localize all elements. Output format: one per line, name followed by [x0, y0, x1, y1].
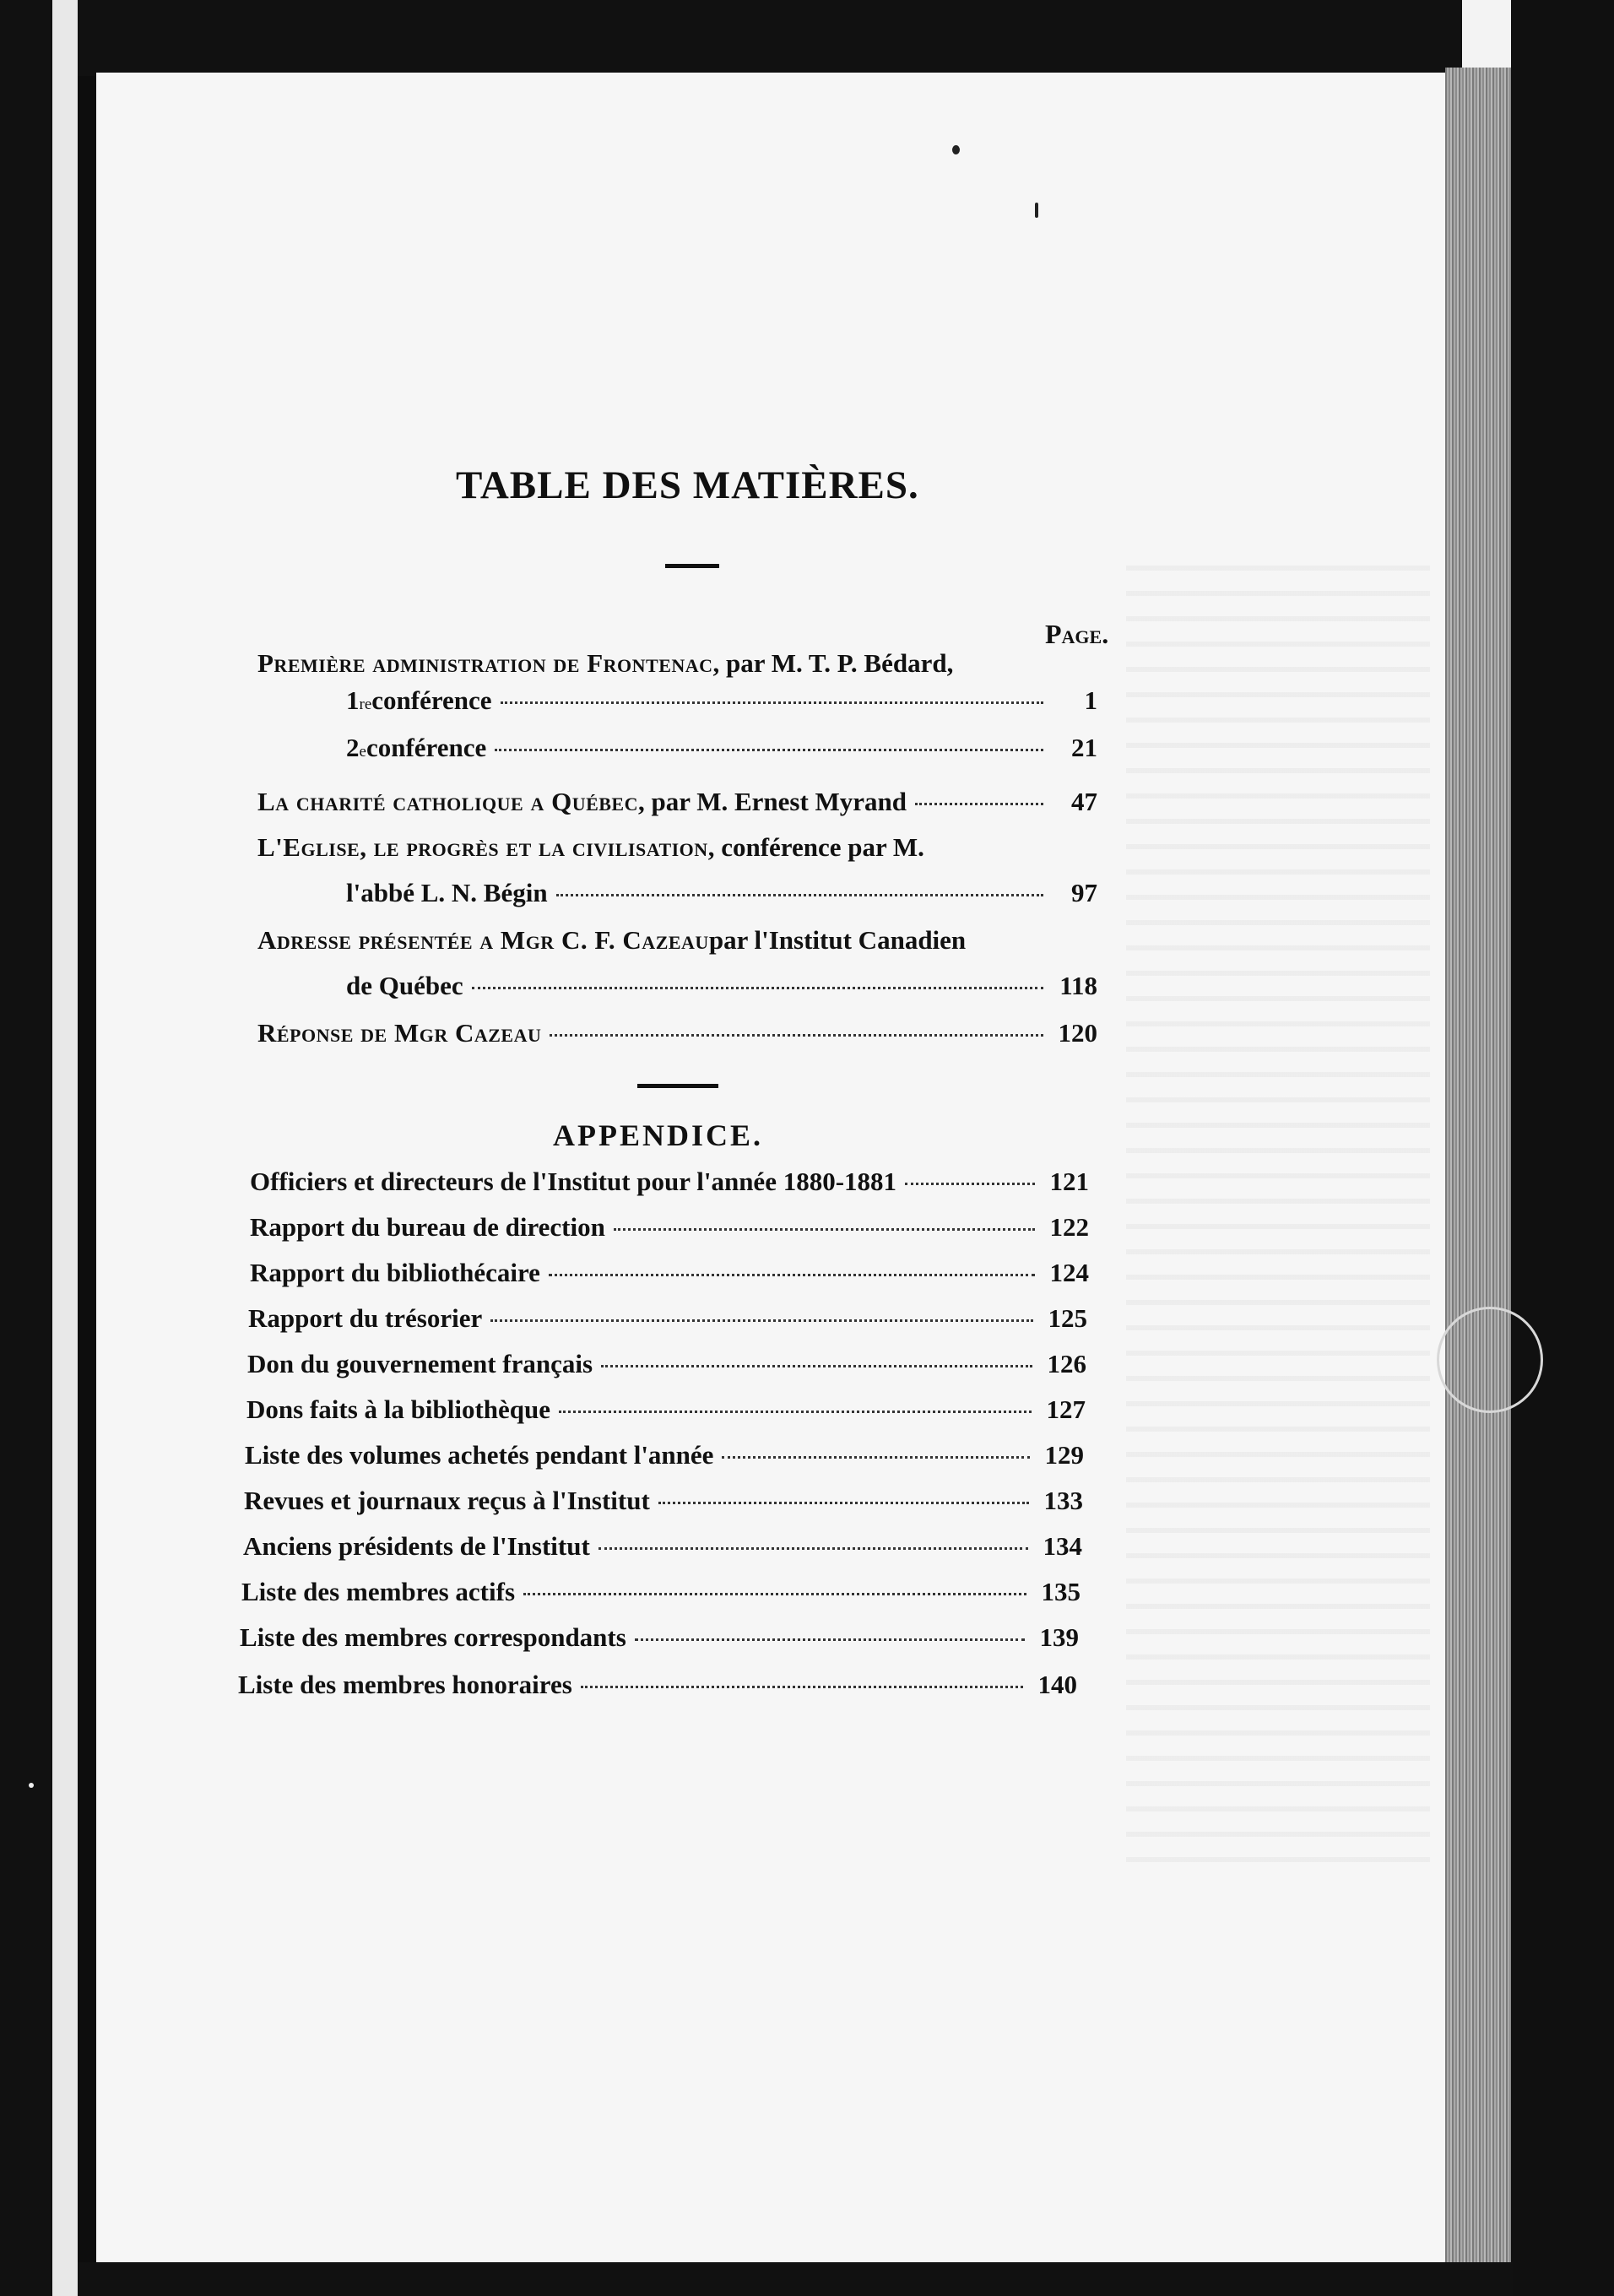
- book-page-edges: [1445, 68, 1511, 2275]
- ink-speck: [952, 145, 960, 154]
- ink-speck: [1035, 203, 1038, 218]
- appendix-item-title: Rapport du bibliothécaire: [250, 1258, 540, 1287]
- entry-page-number: 1: [1084, 685, 1097, 715]
- entry-page-number: 47: [1071, 787, 1097, 816]
- entry-author: , par M. T. P. Bédard,: [712, 648, 954, 678]
- appendix-item-title: Rapport du bureau de direction: [250, 1212, 605, 1242]
- page-column-label: Page.: [1045, 619, 1109, 649]
- appendix-item: [247, 1349, 1086, 1386]
- right-scan-border: [1511, 0, 1614, 2296]
- appendix-item-title: Liste des membres honoraires: [238, 1670, 572, 1699]
- appendix-item-title: Rapport du trésorier: [248, 1303, 483, 1333]
- entry-title: La charité catholique a Québec: [257, 787, 638, 816]
- dot-leader: [614, 1228, 1035, 1231]
- appendix-item-page: 140: [1037, 1670, 1077, 1699]
- appendix-item-title: Officiers et directeurs de l'Institut pour l'année 1880-1881: [250, 1167, 897, 1196]
- dot-leader: [495, 749, 1043, 751]
- ink-speck: [29, 1783, 34, 1788]
- dot-leader: [501, 701, 1043, 704]
- appendix-item-page: 125: [1048, 1303, 1087, 1333]
- bleed-through-text: [1126, 545, 1430, 1862]
- previous-page-edge: [52, 0, 78, 2296]
- toc-entry-adresse: [257, 925, 1097, 962]
- punch-hole-mark: [1437, 1307, 1543, 1413]
- entry-page-number: 97: [1071, 878, 1097, 907]
- appendix-item-page: 139: [1039, 1622, 1079, 1652]
- dot-leader: [472, 987, 1043, 989]
- dot-leader: [601, 1365, 1032, 1367]
- appendix-item-title: Anciens présidents de l'Institut: [243, 1531, 590, 1561]
- dot-leader: [550, 1034, 1043, 1037]
- dot-leader: [523, 1593, 1026, 1595]
- appendix-item: [240, 1622, 1079, 1660]
- dot-leader: [635, 1638, 1025, 1641]
- appendix-item-title: Revues et journaux reçus à l'Institut: [244, 1486, 650, 1515]
- appendix-item: [250, 1212, 1089, 1249]
- section-rule: [637, 1084, 718, 1088]
- entry-title: de Québec: [346, 971, 463, 1000]
- dot-leader: [915, 803, 1043, 805]
- appendix-item-page: 134: [1043, 1531, 1082, 1561]
- dot-leader: [722, 1456, 1030, 1459]
- dot-leader: [559, 1411, 1032, 1413]
- dot-leader: [490, 1319, 1033, 1322]
- toc-entry-conference-1: 1 re conférence 1: [346, 685, 1097, 715]
- entry-ordinal: 2: [346, 733, 360, 762]
- appendix-item: [250, 1258, 1089, 1295]
- entry-title: Première administration de Frontenac: [257, 648, 713, 678]
- entry-page-number: 120: [1058, 1018, 1097, 1048]
- entry-author: par l'Institut Canadien: [708, 925, 967, 955]
- entry-title: Adresse présentée a Mgr C. F. Cazeau: [257, 925, 709, 955]
- appendix-item-page: 126: [1047, 1349, 1086, 1378]
- appendix-item-page: 127: [1046, 1394, 1086, 1424]
- toc-entry-adresse-cont: [346, 971, 1097, 1008]
- appendix-item: [246, 1394, 1086, 1432]
- entry-page-number: 118: [1059, 971, 1097, 1000]
- appendix-item: [250, 1167, 1089, 1204]
- dot-leader: [556, 894, 1043, 896]
- appendix-item-title: Dons faits à la bibliothèque: [246, 1394, 551, 1424]
- entry-author: , conférence par M.: [707, 832, 924, 862]
- toc-entry-charite: [257, 787, 1097, 824]
- appendix-item-page: 121: [1049, 1167, 1089, 1196]
- toc-entry-reponse: [257, 1018, 1097, 1055]
- dot-leader: [581, 1686, 1023, 1688]
- appendix-item-page: 129: [1044, 1440, 1084, 1470]
- top-scan-border: [78, 0, 1462, 76]
- entry-title: conférence: [366, 733, 487, 762]
- binding-gutter: [78, 0, 96, 2296]
- toc-entry-frontenac: [257, 648, 1051, 685]
- dot-leader: [658, 1502, 1029, 1504]
- entry-ordinal: 1: [346, 685, 360, 715]
- appendix-item: [241, 1577, 1081, 1614]
- toc-entry-conference-2: 2 e conférence 21: [346, 733, 1097, 762]
- dot-leader: [905, 1183, 1035, 1185]
- dot-leader: [549, 1274, 1035, 1276]
- toc-entry-eglise: [257, 832, 1097, 869]
- entry-title: Réponse de Mgr Cazeau: [257, 1018, 542, 1048]
- appendix-item: [244, 1486, 1083, 1523]
- appendix-item: [243, 1531, 1082, 1568]
- dot-leader: [598, 1547, 1028, 1550]
- entry-title: conférence: [371, 685, 492, 715]
- toc-entry-eglise-cont: [346, 878, 1097, 915]
- entry-author: , par M. Ernest Myrand: [638, 787, 907, 816]
- appendix-item-page: 124: [1049, 1258, 1089, 1287]
- appendix-item-title: Liste des volumes achetés pendant l'année: [245, 1440, 714, 1470]
- appendix-item-page: 135: [1041, 1577, 1081, 1606]
- appendix-item-page: 133: [1043, 1486, 1083, 1515]
- appendix-item: [238, 1670, 1077, 1707]
- appendix-item-title: Liste des membres actifs: [241, 1577, 516, 1606]
- entry-title: l'abbé L. N. Bégin: [346, 878, 548, 907]
- bottom-scan-border: [78, 2262, 1513, 2296]
- appendix-heading: APPENDICE.: [553, 1118, 764, 1152]
- appendix-item-title: Liste des membres correspondants: [240, 1622, 626, 1652]
- entry-page-number: 21: [1071, 733, 1097, 762]
- left-scan-border: [0, 0, 52, 2296]
- appendix-item-page: 122: [1049, 1212, 1089, 1242]
- appendix-item-title: Don du gouvernement français: [247, 1349, 593, 1378]
- appendix-item: [248, 1303, 1087, 1340]
- title-rule: [665, 564, 719, 568]
- entry-title: L'Eglise, le progrès et la civilisation: [257, 832, 708, 862]
- page-title: TABLE DES MATIÈRES.: [456, 463, 919, 507]
- appendix-item: [245, 1440, 1084, 1477]
